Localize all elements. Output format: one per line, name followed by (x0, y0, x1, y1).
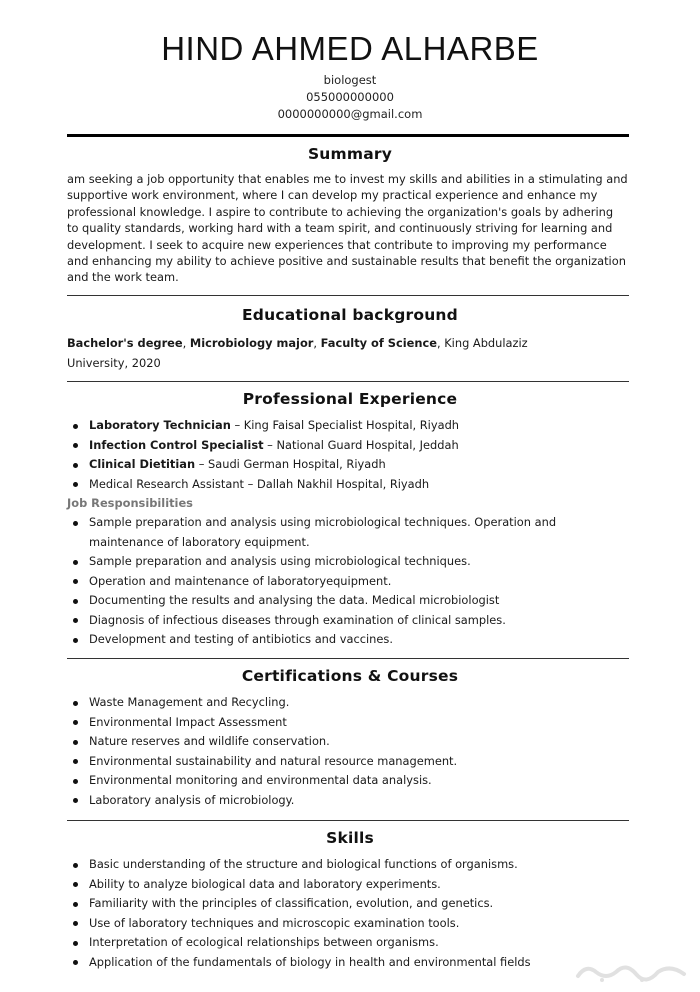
responsibility-item: Operation and maintenance of laboratoryequipment. (67, 572, 632, 592)
section-divider (67, 381, 629, 382)
job-place: – Dallah Nakhil Hospital, Riyadh (244, 476, 430, 491)
job-title: Clinical Dietitian (89, 457, 196, 471)
responsibility-item: Sample preparation and analysis using microbiological techniques. Operation and maintenance of laboratory equipment. (67, 513, 632, 552)
job-item (67, 436, 632, 456)
job-item (67, 455, 632, 475)
phone-number: 055000000000 (306, 90, 394, 104)
job-place: – National Guard Hospital, Jeddah (263, 437, 459, 452)
skill-item: Basic understanding of the structure and biological functions of organisms. (67, 855, 632, 875)
section-divider (67, 820, 629, 821)
degree: Bachelor's degree (67, 336, 183, 350)
responsibility-item: Sample preparation and analysis using microbiological techniques. (67, 552, 632, 572)
responsibilities-list (67, 513, 632, 650)
job-title: Infection Control Specialist (89, 437, 264, 452)
job-place: – King Faisal Specialist Hospital, Riyadh (230, 418, 460, 432)
responsibility-item: Documenting the results and analysing the data. Medical microbiologist (67, 591, 632, 611)
certifications-heading: Certifications & Courses (241, 667, 459, 685)
skill-item: Ability to analyze biological data and laboratory experiments. (67, 875, 632, 895)
certification-item: Nature reserves and wildlife conservation. (67, 732, 632, 752)
job-item (67, 416, 632, 436)
summary-line: am seeking a job opportunity that enables me to invest my skills and abilities in a stimulating and (67, 172, 628, 186)
skills-heading: Skills (326, 829, 374, 847)
separator: , (182, 336, 190, 350)
summary-line: development. I seek to acquire new experiences that contribute to improving my performance (67, 237, 607, 252)
header-divider (67, 134, 629, 137)
job-list (67, 416, 632, 494)
faculty: Faculty of Science (320, 336, 437, 350)
skill-item: Familiarity with the principles of classification, evolution, and genetics. (67, 894, 632, 914)
major: Microbiology major (189, 336, 314, 350)
job-title: Medical Research Assistant (89, 476, 245, 491)
summary-line: and enhancing my ability to achieve positive and sustainable results that benefit the organization (67, 254, 626, 269)
responsibility-item: Diagnosis of infectious diseases through examination of clinical samples. (67, 611, 632, 631)
section-divider (67, 295, 629, 296)
experience-heading: Professional Experience (242, 390, 458, 408)
job-item (67, 475, 632, 495)
section-divider (67, 658, 629, 659)
separator: , (313, 336, 321, 350)
education-heading: Educational background (242, 306, 458, 324)
responsibilities-heading: Job Responsibilities (67, 496, 193, 510)
skill-item: Interpretation of ecological relationships between organisms. (67, 933, 632, 953)
certification-item: Environmental monitoring and environmental data analysis. (67, 771, 632, 791)
responsibility-item: Development and testing of antibiotics and vaccines. (67, 630, 632, 650)
certification-item: Laboratory analysis of microbiology. (67, 791, 632, 811)
job-place: – Saudi German Hospital, Riyadh (195, 457, 386, 471)
candidate-name: HIND AHMED ALHARBE (161, 30, 539, 67)
summary-heading: Summary (307, 145, 393, 163)
skill-item: Application of the fundamentals of biology in health and environmental fields (67, 953, 632, 973)
watermark-logo (572, 958, 692, 984)
university-part: , King Abdulaziz (436, 336, 528, 350)
certification-item: Environmental Impact Assessment (67, 713, 632, 733)
job-title: biologest (323, 73, 377, 87)
skill-item: Use of laboratory techniques and microscopic examination tools. (67, 914, 632, 934)
summary-text (67, 171, 632, 286)
summary-line: professional knowledge. I aspire to contribute to achieving the organization's goals by adhering (67, 204, 614, 219)
summary-line: supportive work environment, where I can develop my practical experience and enhance my (67, 188, 598, 203)
summary-line: and the work team. (67, 270, 179, 285)
email-address: 0000000000@gmail.com (277, 107, 423, 121)
summary-line: to quality standards, working hard with a team spirit, and continuously striving for learning and (67, 221, 613, 236)
job-title: Laboratory Technician (89, 418, 231, 432)
certification-item: Environmental sustainability and natural resource management. (67, 752, 632, 772)
skills-list (67, 855, 632, 972)
education-entry (67, 334, 632, 373)
certifications-list (67, 693, 632, 810)
certification-item: Waste Management and Recycling. (67, 693, 632, 713)
university-graduation: University, 2020 (67, 355, 161, 370)
